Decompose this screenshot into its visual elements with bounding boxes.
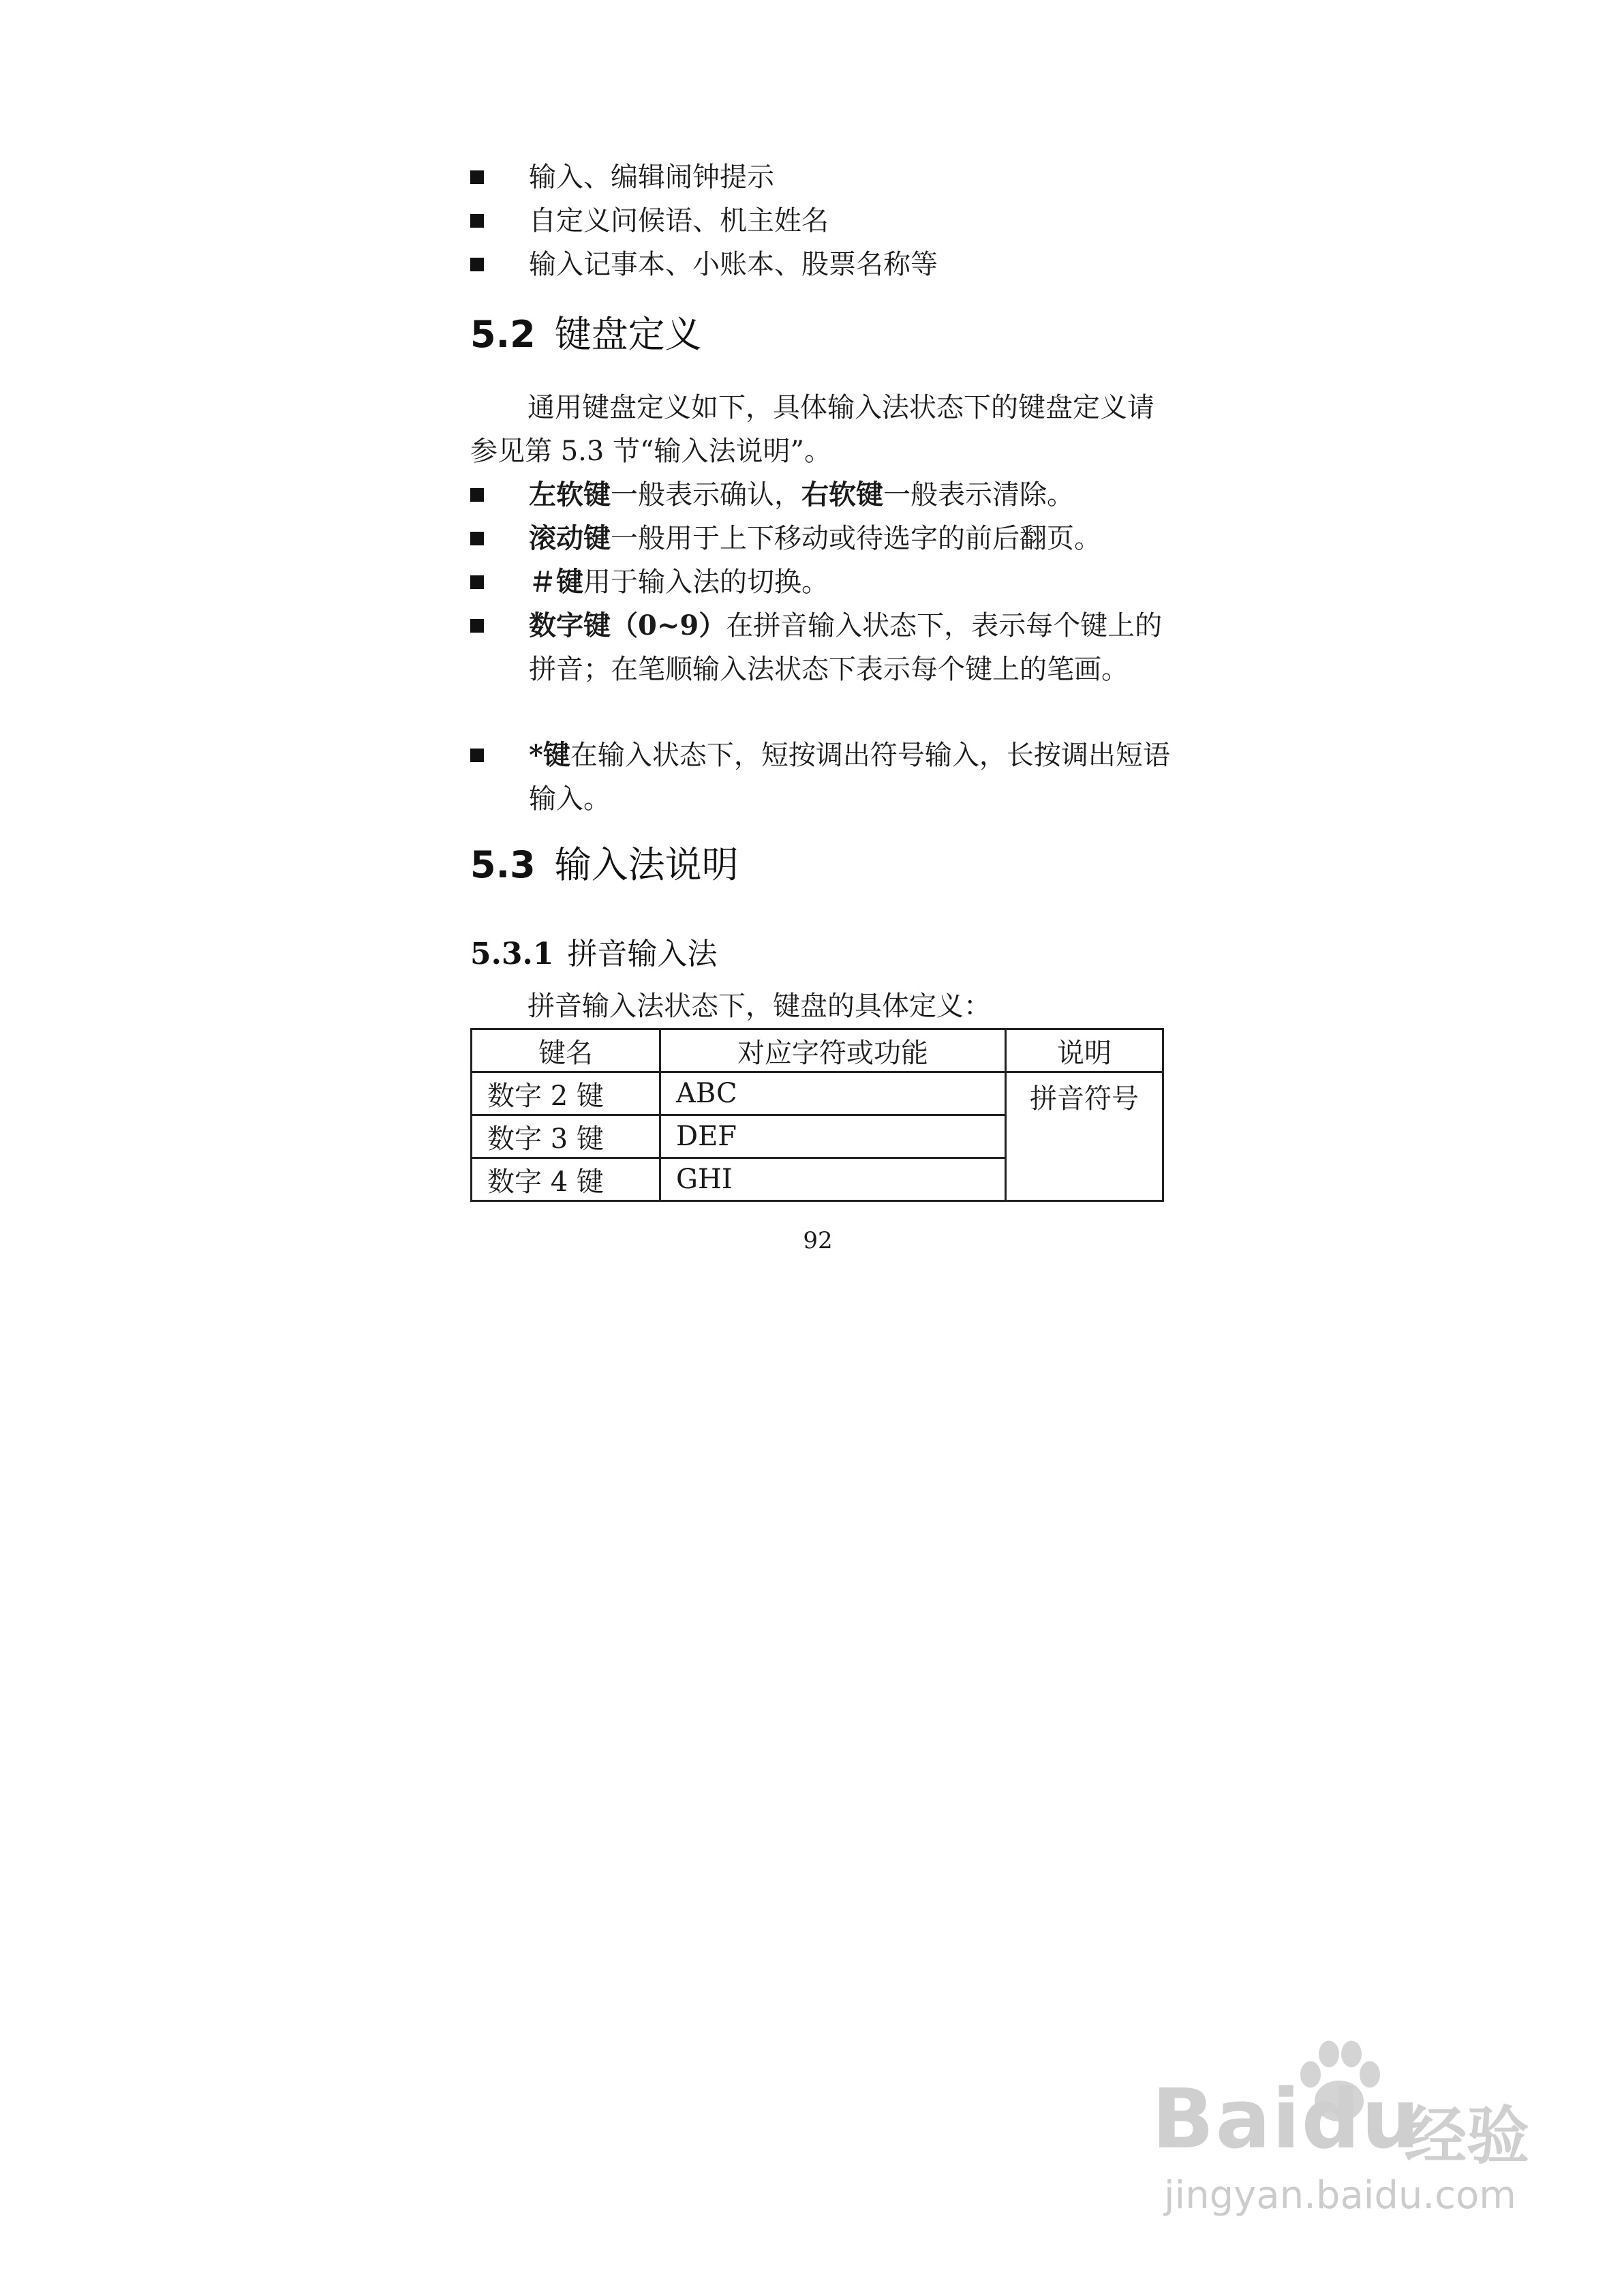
section-number: 5.2 xyxy=(470,313,536,356)
column-header: 对应字符或功能 xyxy=(660,1029,1006,1072)
list-item-text: *键在输入状态下，短按调出符号输入，长按调出短语输入。 xyxy=(529,739,1170,815)
bullet-square-icon xyxy=(470,575,484,589)
table-cell: 数字 3 键 xyxy=(472,1115,660,1158)
subsection-title: 拼音输入法 xyxy=(567,937,718,971)
key-definition-table xyxy=(470,1028,1164,1202)
list-item-text: 滚动键一般用于上下移动或待选字的前后翻页。 xyxy=(529,522,1101,554)
baidu-jingyan-watermark xyxy=(1152,2072,1533,2222)
table-row xyxy=(472,1072,1163,1115)
section-title: 输入法说明 xyxy=(554,843,739,886)
subsection-heading-5-3-1 xyxy=(470,934,717,975)
section-paragraph: 通用键盘定义如下，具体输入法状态下的键盘定义请参见第 5.3 节“输入法说明”。 xyxy=(470,392,1154,467)
column-header: 说明 xyxy=(1006,1029,1163,1072)
section-heading-5-3 xyxy=(470,841,739,889)
table-cell: GHI xyxy=(660,1158,1006,1201)
table-cell-description: 拼音符号 xyxy=(1006,1072,1163,1201)
bullet-square-icon xyxy=(470,214,484,228)
list-item-text: 输入记事本、小账本、股票名称等 xyxy=(529,249,938,280)
bullet-square-icon xyxy=(470,258,484,271)
section-heading-5-2 xyxy=(470,311,702,359)
list-item-text: 输入、编辑闹钟提示 xyxy=(529,162,774,193)
bullet-square-icon xyxy=(470,749,484,762)
table-cell: DEF xyxy=(660,1115,1006,1158)
section-number: 5.3 xyxy=(470,843,536,886)
list-item-text: ＃键用于输入法的切换。 xyxy=(529,566,829,598)
subsection-intro: 拼音输入法状态下，键盘的具体定义： xyxy=(527,991,991,1022)
list-item-text: 左软键一般表示确认，右软键一般表示清除。 xyxy=(529,479,1074,511)
list-item-text: 自定义问候语、机主姓名 xyxy=(529,205,829,237)
table-cell: 数字 2 键 xyxy=(472,1072,660,1115)
table-cell: 数字 4 键 xyxy=(472,1158,660,1201)
bullet-square-icon xyxy=(470,619,484,633)
table-header-row xyxy=(472,1029,1163,1072)
bullet-square-icon xyxy=(470,532,484,545)
column-header: 键名 xyxy=(472,1029,660,1072)
watermark-brand: Baidu xyxy=(1152,2072,1421,2167)
section-title: 键盘定义 xyxy=(554,313,702,356)
watermark-cn: 经验 xyxy=(1404,2100,1530,2173)
watermark-url: jingyan.baidu.com xyxy=(1164,2173,1516,2218)
bullet-square-icon xyxy=(470,170,484,184)
table-cell: ABC xyxy=(660,1072,1006,1115)
page-number: 92 xyxy=(803,1227,833,1254)
bullet-square-icon xyxy=(470,488,484,502)
list-item-text: 数字键（0~9）在拼音输入状态下，表示每个键上的拼音；在笔顺输入法状态下表示每个键上的笔画。 xyxy=(529,609,1163,685)
subsection-number: 5.3.1 xyxy=(470,937,554,971)
